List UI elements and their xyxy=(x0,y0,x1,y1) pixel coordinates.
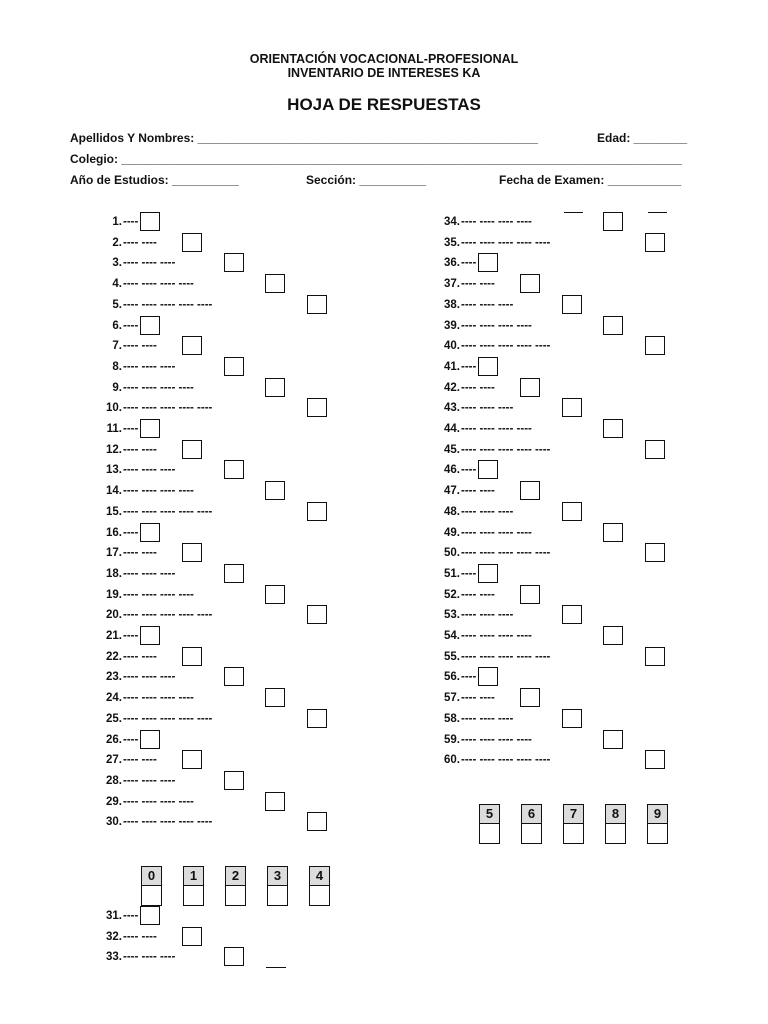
answer-box[interactable] xyxy=(478,460,498,479)
answer-box[interactable] xyxy=(140,730,160,749)
answer-box[interactable] xyxy=(645,336,665,355)
answer-row-label: 4. xyxy=(112,278,122,290)
answer-row-dashes: ---- ---- ---- ---- ---- xyxy=(461,340,551,352)
answer-box[interactable] xyxy=(562,605,582,624)
answer-box[interactable] xyxy=(603,212,623,231)
answer-box[interactable] xyxy=(562,502,582,521)
answer-row-dashes: ---- ---- ---- xyxy=(123,464,176,476)
answer-row-label: 50. xyxy=(444,547,460,559)
answer-row-dashes: ---- ---- ---- ---- ---- xyxy=(123,713,213,725)
answer-row-dashes: ---- ---- xyxy=(461,382,495,394)
answer-box[interactable] xyxy=(140,316,160,335)
answer-row-label: 5. xyxy=(112,299,122,311)
answer-row-label: 49. xyxy=(444,527,460,539)
answer-box[interactable] xyxy=(562,295,582,314)
answer-row-dashes: ---- ---- ---- ---- xyxy=(461,320,532,332)
answer-row-label: 18. xyxy=(106,568,122,580)
answer-row-dashes: ---- ---- xyxy=(461,278,495,290)
answer-row-label: 13. xyxy=(106,464,122,476)
answer-row-dashes: ---- ---- ---- ---- ---- xyxy=(123,299,213,311)
answer-row-dashes: ---- ---- ---- xyxy=(461,506,514,518)
answer-row-dashes: ---- ---- ---- xyxy=(123,257,176,269)
answer-row-label: 44. xyxy=(444,423,460,435)
answer-row-label: 14. xyxy=(106,485,122,497)
answer-row-dashes: ---- ---- ---- ---- xyxy=(123,589,194,601)
colegio-field[interactable]: Colegio: ____________________________________________________________________________________ xyxy=(70,152,682,166)
score-header-cell: 4 xyxy=(309,866,330,886)
score-header-cell: 3 xyxy=(267,866,288,886)
answer-row-label: 10. xyxy=(106,402,122,414)
answer-row-label: 55. xyxy=(444,651,460,663)
answer-row-label: 29. xyxy=(106,796,122,808)
answer-row-label: 33. xyxy=(106,951,122,963)
answer-row-dashes: ---- xyxy=(123,216,139,228)
answer-row-dashes: ---- xyxy=(123,734,139,746)
nombres-field[interactable]: Apellidos Y Nombres: ___________________________________________________ xyxy=(70,131,538,145)
answer-row-label: 26. xyxy=(106,734,122,746)
score-input-cell[interactable] xyxy=(647,824,668,844)
answer-row-dashes: ---- xyxy=(123,630,139,642)
score-input-cell[interactable] xyxy=(309,886,330,906)
answer-row-label: 22. xyxy=(106,651,122,663)
answer-row-dashes: ---- ---- ---- ---- xyxy=(123,382,194,394)
answer-row-label: 7. xyxy=(112,340,122,352)
answer-box[interactable] xyxy=(140,419,160,438)
underline-mark xyxy=(648,212,667,213)
answer-row-label: 53. xyxy=(444,609,460,621)
score-header-cell: 2 xyxy=(225,866,246,886)
answer-box[interactable] xyxy=(478,253,498,272)
score-input-cell[interactable] xyxy=(225,886,246,906)
answer-row-label: 11. xyxy=(106,423,122,435)
answer-row-dashes: ---- xyxy=(461,671,477,683)
answer-box[interactable] xyxy=(645,233,665,252)
answer-box[interactable] xyxy=(182,543,202,562)
answer-box[interactable] xyxy=(182,440,202,459)
answer-row-label: 12. xyxy=(106,444,122,456)
answer-box[interactable] xyxy=(603,419,623,438)
answer-row-dashes: ---- xyxy=(461,568,477,580)
answer-row-label: 56. xyxy=(444,671,460,683)
answer-row-label: 2. xyxy=(112,237,122,249)
answer-box[interactable] xyxy=(265,274,285,293)
answer-row-label: 46. xyxy=(444,464,460,476)
answer-row-label: 58. xyxy=(444,713,460,725)
answer-box[interactable] xyxy=(562,709,582,728)
answer-row-dashes: ---- xyxy=(123,527,139,539)
answer-row-dashes: ---- ---- ---- xyxy=(123,568,176,580)
answer-row-label: 39. xyxy=(444,320,460,332)
answer-row-dashes: ---- xyxy=(123,423,139,435)
answer-row-dashes: ---- ---- ---- xyxy=(461,713,514,725)
answer-row-label: 20. xyxy=(106,609,122,621)
answer-box[interactable] xyxy=(182,750,202,769)
answer-box[interactable] xyxy=(478,357,498,376)
answer-box[interactable] xyxy=(520,688,540,707)
score-input-cell[interactable] xyxy=(605,824,626,844)
answer-row-dashes: ---- ---- ---- ---- xyxy=(461,734,532,746)
answer-row-label: 15. xyxy=(106,506,122,518)
answer-row-label: 17. xyxy=(106,547,122,559)
answer-box[interactable] xyxy=(520,585,540,604)
answer-box[interactable] xyxy=(224,771,244,790)
answer-row-label: 19. xyxy=(106,589,122,601)
answer-row-dashes: ---- ---- xyxy=(461,485,495,497)
header-line-2: INVENTARIO DE INTERESES KA xyxy=(287,66,481,80)
answer-row-dashes: ---- ---- ---- xyxy=(123,775,176,787)
answer-row-dashes: ---- ---- xyxy=(123,444,157,456)
seccion-field[interactable]: Sección: __________ xyxy=(306,173,427,187)
sheet-title: HOJA DE RESPUESTAS xyxy=(287,95,481,114)
answer-box[interactable] xyxy=(182,647,202,666)
answer-box[interactable] xyxy=(224,947,244,966)
answer-box[interactable] xyxy=(265,585,285,604)
answer-box[interactable] xyxy=(265,378,285,397)
answer-box[interactable] xyxy=(520,274,540,293)
answer-row-label: 40. xyxy=(444,340,460,352)
answer-row-label: 52. xyxy=(444,589,460,601)
answer-box[interactable] xyxy=(224,253,244,272)
score-header-cell: 8 xyxy=(605,804,626,824)
answer-row-dashes: ---- ---- xyxy=(123,547,157,559)
answer-row-dashes: ---- ---- xyxy=(123,754,157,766)
anio-estudios-field[interactable]: Año de Estudios: __________ xyxy=(70,173,239,187)
score-input-cell[interactable] xyxy=(183,886,204,906)
answer-box[interactable] xyxy=(182,336,202,355)
answer-box[interactable] xyxy=(645,440,665,459)
answer-row-dashes: ---- ---- ---- ---- ---- xyxy=(461,754,551,766)
answer-row-dashes: ---- ---- xyxy=(123,340,157,352)
answer-row-dashes: ---- ---- xyxy=(461,692,495,704)
score-header-cell: 9 xyxy=(647,804,668,824)
score-input-cell[interactable] xyxy=(521,824,542,844)
answer-box[interactable] xyxy=(265,792,285,811)
answer-row-dashes: ---- ---- ---- ---- ---- xyxy=(461,237,551,249)
answer-row-label: 3. xyxy=(112,257,122,269)
answer-row-dashes: ---- ---- ---- xyxy=(461,402,514,414)
answer-row-dashes: ---- xyxy=(461,257,477,269)
answer-row-label: 6. xyxy=(112,320,122,332)
answer-row-label: 59. xyxy=(444,734,460,746)
answer-box[interactable] xyxy=(307,295,327,314)
answer-row-label: 25. xyxy=(106,713,122,725)
answer-row-dashes: ---- ---- ---- ---- xyxy=(461,423,532,435)
answer-row-dashes: ---- xyxy=(123,320,139,332)
answer-row-label: 42. xyxy=(444,382,460,394)
answer-row-label: 51. xyxy=(444,568,460,580)
answer-row-label: 27. xyxy=(106,754,122,766)
answer-box[interactable] xyxy=(224,667,244,686)
answer-row-label: 8. xyxy=(112,361,122,373)
answer-box[interactable] xyxy=(603,523,623,542)
score-header-cell: 1 xyxy=(183,866,204,886)
answer-row-dashes: ---- ---- ---- ---- xyxy=(461,630,532,642)
answer-box[interactable] xyxy=(478,564,498,583)
answer-row-label: 38. xyxy=(444,299,460,311)
answer-row-label: 60. xyxy=(444,754,460,766)
answer-row-dashes: ---- ---- ---- ---- xyxy=(461,527,532,539)
answer-row-label: 16. xyxy=(106,527,122,539)
answer-row-label: 28. xyxy=(106,775,122,787)
fecha-examen-field[interactable]: Fecha de Examen: ___________ xyxy=(499,173,682,187)
score-input-cell[interactable] xyxy=(563,824,584,844)
answer-box[interactable] xyxy=(520,378,540,397)
answer-row-label: 31. xyxy=(106,910,122,922)
score-input-cell[interactable] xyxy=(267,886,288,906)
answer-row-label: 1. xyxy=(112,216,122,228)
header-line-1: ORIENTACIÓN VOCACIONAL-PROFESIONAL xyxy=(249,52,519,66)
answer-box[interactable] xyxy=(140,212,160,231)
answer-box[interactable] xyxy=(645,543,665,562)
answer-box[interactable] xyxy=(603,626,623,645)
answer-row-dashes: ---- ---- ---- ---- xyxy=(123,485,194,497)
answer-row-dashes: ---- ---- ---- xyxy=(123,361,176,373)
answer-row-dashes: ---- xyxy=(123,910,139,922)
answer-box[interactable] xyxy=(307,605,327,624)
answer-box[interactable] xyxy=(520,481,540,500)
answer-row-dashes: ---- ---- ---- xyxy=(123,671,176,683)
answer-box[interactable] xyxy=(645,647,665,666)
answer-row-label: 45. xyxy=(444,444,460,456)
answer-row-dashes: ---- ---- ---- xyxy=(461,609,514,621)
answer-row-dashes: ---- ---- ---- ---- ---- xyxy=(123,506,213,518)
answer-box[interactable] xyxy=(140,523,160,542)
answer-row-dashes: ---- ---- xyxy=(123,651,157,663)
answer-box[interactable] xyxy=(265,481,285,500)
answer-row-dashes: ---- ---- ---- ---- ---- xyxy=(123,402,213,414)
answer-row-dashes: ---- ---- ---- ---- ---- xyxy=(123,609,213,621)
answer-row-label: 35. xyxy=(444,237,460,249)
answer-row-dashes: ---- xyxy=(461,361,477,373)
underline-mark xyxy=(564,212,583,213)
answer-row-dashes: ---- ---- xyxy=(123,237,157,249)
answer-box[interactable] xyxy=(224,564,244,583)
answer-row-label: 54. xyxy=(444,630,460,642)
answer-box[interactable] xyxy=(307,812,327,831)
answer-box[interactable] xyxy=(645,750,665,769)
answer-row-dashes: ---- ---- ---- ---- xyxy=(123,692,194,704)
answer-box[interactable] xyxy=(224,460,244,479)
answer-box[interactable] xyxy=(140,906,160,925)
edad-field[interactable]: Edad: ________ xyxy=(597,131,688,145)
answer-row-label: 43. xyxy=(444,402,460,414)
answer-row-label: 9. xyxy=(112,382,122,394)
answer-box[interactable] xyxy=(478,667,498,686)
score-header-cell: 0 xyxy=(141,866,162,886)
answer-row-label: 57. xyxy=(444,692,460,704)
answer-box[interactable] xyxy=(182,927,202,946)
score-input-cell[interactable] xyxy=(479,824,500,844)
answer-box[interactable] xyxy=(265,688,285,707)
answer-box[interactable] xyxy=(224,357,244,376)
answer-row-label: 30. xyxy=(106,816,122,828)
answer-row-dashes: ---- ---- ---- ---- xyxy=(461,216,532,228)
answer-row-dashes: ---- ---- xyxy=(461,589,495,601)
answer-row-label: 32. xyxy=(106,931,122,943)
answer-row-dashes: ---- ---- ---- ---- xyxy=(123,278,194,290)
answer-row-label: 36. xyxy=(444,257,460,269)
answer-box[interactable] xyxy=(603,730,623,749)
score-header-cell: 5 xyxy=(479,804,500,824)
answer-box[interactable] xyxy=(140,626,160,645)
answer-row-label: 37. xyxy=(444,278,460,290)
answer-row-label: 34. xyxy=(444,216,460,228)
answer-box[interactable] xyxy=(562,398,582,417)
answer-box[interactable] xyxy=(307,709,327,728)
answer-box[interactable] xyxy=(307,398,327,417)
answer-row-label: 41. xyxy=(444,361,460,373)
underline-mark xyxy=(266,967,286,968)
answer-row-label: 23. xyxy=(106,671,122,683)
answer-row-dashes: ---- ---- ---- ---- xyxy=(123,796,194,808)
answer-row-dashes: ---- ---- ---- ---- ---- xyxy=(123,816,213,828)
score-header-cell: 7 xyxy=(563,804,584,824)
answer-row-dashes: ---- ---- ---- ---- ---- xyxy=(461,651,551,663)
score-header-cell: 6 xyxy=(521,804,542,824)
score-input-cell[interactable] xyxy=(141,886,162,906)
answer-row-dashes: ---- ---- ---- ---- ---- xyxy=(461,444,551,456)
answer-row-dashes: ---- ---- ---- xyxy=(123,951,176,963)
answer-box[interactable] xyxy=(307,502,327,521)
answer-row-dashes: ---- ---- ---- ---- ---- xyxy=(461,547,551,559)
answer-row-label: 24. xyxy=(106,692,122,704)
answer-row-label: 48. xyxy=(444,506,460,518)
answer-box[interactable] xyxy=(182,233,202,252)
answer-row-label: 21. xyxy=(106,630,122,642)
answer-row-label: 47. xyxy=(444,485,460,497)
answer-row-dashes: ---- ---- xyxy=(123,931,157,943)
answer-box[interactable] xyxy=(603,316,623,335)
answer-row-dashes: ---- xyxy=(461,464,477,476)
answer-row-dashes: ---- ---- ---- xyxy=(461,299,514,311)
